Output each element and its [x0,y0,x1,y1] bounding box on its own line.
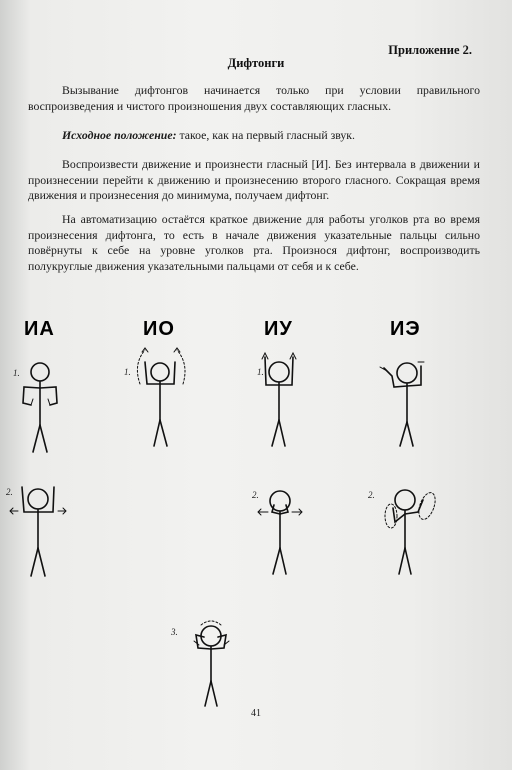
step-label: 3. [171,627,178,637]
page-title: Дифтонги [227,56,285,70]
figure-ie-step1 [375,350,435,450]
figure-iu-step2 [252,478,312,578]
paragraph-3-text: Воспроизвести движение и произнести гласный [И]. Без интервала в движении и произнесении перейти к движению и произнесению второго гласного. Сокращая время движения и произнесения до минимума, получаем дифтонг. [28,157,480,202]
paragraph-2 [28,128,480,144]
step-label: 2. [368,490,375,500]
figure-ie-step2 [375,478,443,578]
step-label: 2. [252,490,259,500]
figure-io-step1 [125,342,195,450]
diphthong-ie-label: ИЭ [390,318,421,340]
paragraph-1-text: Вызывание дифтонгов начинается только при условии правильного воспроизведения и чистого произношения двух составляющих гласных. [28,83,480,113]
initial-position-label: Исходное положение: [62,128,177,142]
diphthong-iu-label: ИУ [264,318,293,340]
figure-step3 [186,615,236,710]
step-label: 2. [6,487,13,497]
diphthong-io-label: ИО [143,318,175,340]
step-label: 1. [13,368,20,378]
figure-ia-step1 [14,355,64,455]
diphthong-ia-label: ИА [24,318,55,340]
paragraph-1 [28,83,480,114]
step-label: 1. [124,367,131,377]
paragraph-3 [28,157,480,204]
initial-position-text: такое, как на первый гласный звук. [176,128,355,142]
page-number: 41 [251,708,261,719]
paragraph-4 [28,212,480,274]
figure-iu-step1 [255,345,305,450]
step-label: 1. [257,367,264,377]
paragraph-4-text: На автоматизацию остаётся краткое движение для работы уголков рта во время произнесения дифтонга, то есть в начале движения указательные пальцы сильно повёрнуты к себе на уровне уголков рта. Произнося дифтонг, воспроизводить полукруглые движения указательными пальцами от себя и к себе. [28,212,480,273]
figure-ia-step2 [8,475,70,580]
appendix-label: Приложение 2. [388,43,472,57]
